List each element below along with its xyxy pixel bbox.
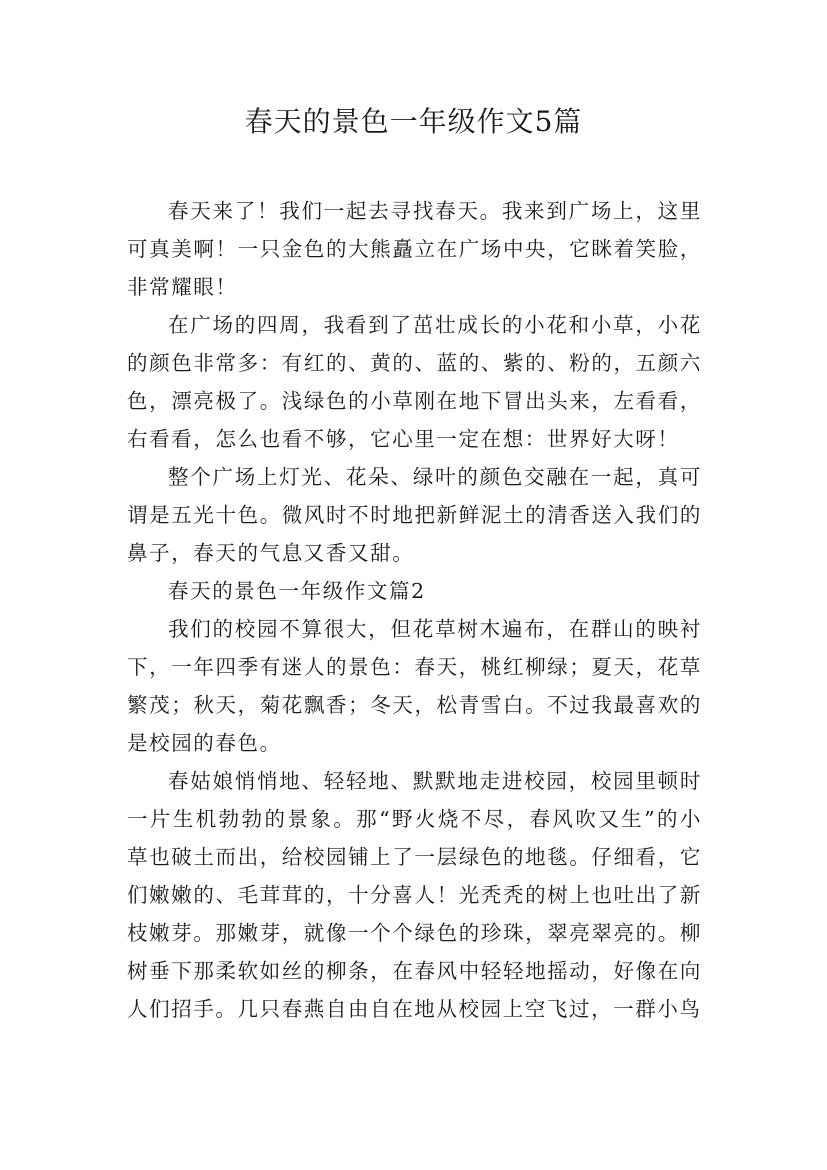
page-title: 春天的景色一年级作文5篇 <box>244 105 583 138</box>
paragraph-2: 在广场的四周，我看到了茁壮成长的小花和小草，小花的颜色非常多：有红的、黄的、蓝的、紫的、粉的，五颜六色，漂亮极了。浅绿色的小草刚在地下冒出头来，左看看，右看看，怎么也看不够，它心里一定在想：世界好大呀！ <box>127 313 702 451</box>
paragraph-3: 整个广场上灯光、花朵、绿叶的颜色交融在一起，真可谓是五光十色。微风时不时地把新鲜泥土的清香送入我们的鼻子，春天的气息又香又甜。 <box>127 465 702 565</box>
paragraph-4: 我们的校园不算很大，但花草树木遍布，在群山的映衬下，一年四季有迷人的景色：春天，桃红柳绿；夏天，花草繁茂；秋天，菊花飘香；冬天，松青雪白。不过我最喜欢的是校园的春色。 <box>127 617 702 755</box>
section-heading: 春天的景色一年级作文篇2 <box>168 579 426 603</box>
paragraph-1: 春天来了！我们一起去寻找春天。我来到广场上，这里可真美啊！一只金色的大熊矗立在广场中央，它眯着笑脸，非常耀眼！ <box>127 199 702 299</box>
document-body <box>127 192 702 1028</box>
paragraph-5: 春姑娘悄悄地、轻轻地、默默地走进校园，校园里顿时一片生机勃勃的景象。那“野火烧不尽，春风吹又生”的小草也破土而出，给校园铺上了一层绿色的地毯。仔细看，它们嫩嫩的、毛茸茸的，十分喜人！光秃秃的树上也吐出了新枝嫩芽。那嫩芽，就像一个个绿色的珍珠，翠亮翠亮的。柳树垂下那柔软如丝的柳条，在春风中轻轻地摇动，好像在向人们招手。几只春燕自由自在地从校园上空飞过，一群小鸟 <box>127 769 702 1021</box>
